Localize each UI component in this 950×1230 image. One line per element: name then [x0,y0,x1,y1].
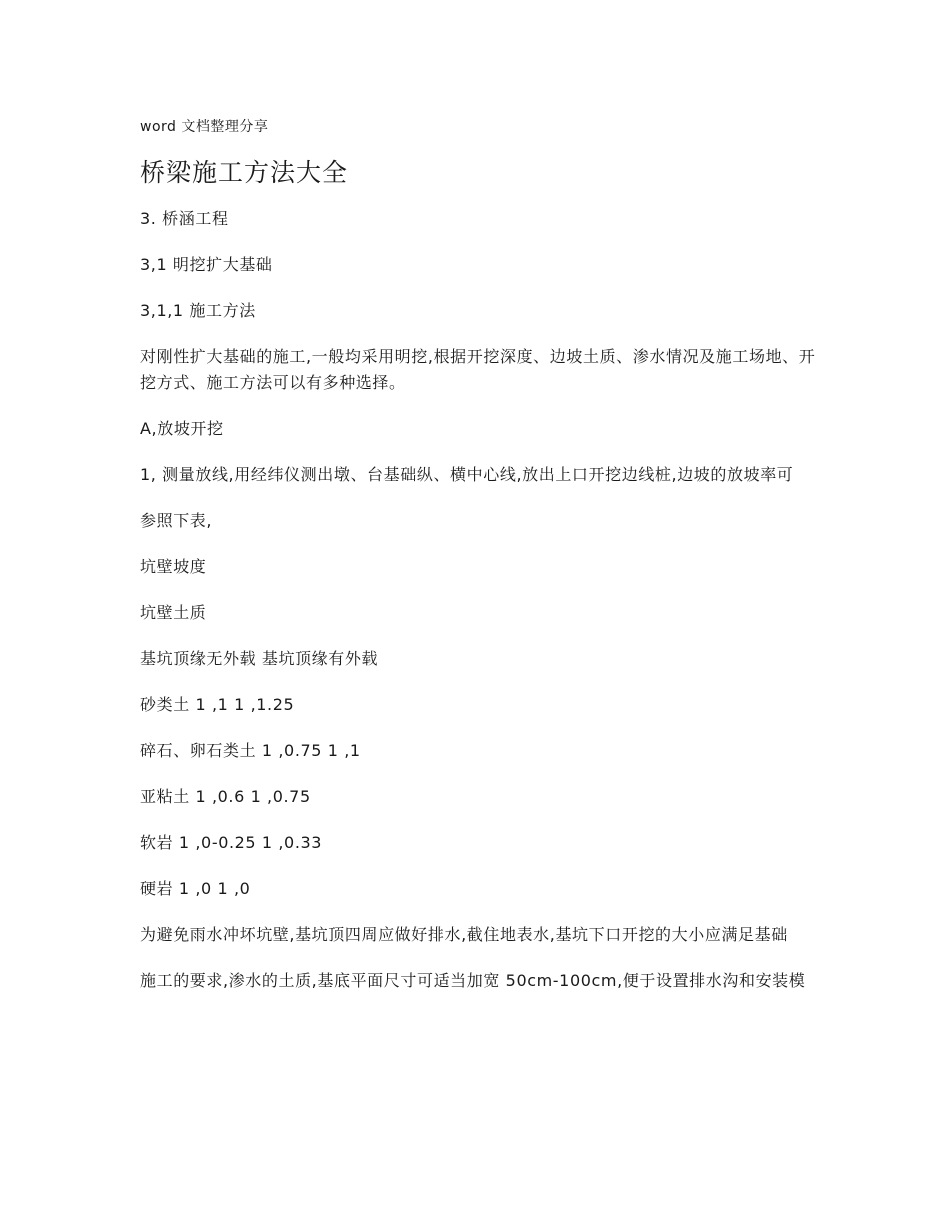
table-caption: 坑壁坡度 [140,557,207,576]
table-row: 砂类土 1 ,1 1 ,1.25 [140,695,295,714]
table-row: 硬岩 1 ,0 1 ,0 [140,879,251,898]
header-note: word 文档整理分享 [140,119,269,135]
table-row: 碎石、卵石类土 1 ,0.75 1 ,1 [140,741,361,760]
subsection-heading: 3,1 明挖扩大基础 [140,255,273,274]
item-heading: A,放坡开挖 [140,419,224,438]
body-paragraph: 施工的要求,渗水的土质,基底平面尺寸可适当加宽 50cm-100cm,便于设置排水沟和安装模 [140,971,806,990]
table-row: 亚粘土 1 ,0.6 1 ,0.75 [140,787,311,806]
section-heading: 3. 桥涵工程 [140,209,229,228]
body-paragraph: 为避免雨水冲坏坑壁,基坑顶四周应做好排水,截住地表水,基坑下口开挖的大小应满足基础 [140,925,788,944]
document-title: 桥梁施工方法大全 [140,158,349,187]
body-paragraph: 1, 测量放线,用经纬仪测出墩、台基础纵、横中心线,放出上口开挖边线桩,边坡的放坡率可 [140,465,794,484]
table-row: 软岩 1 ,0-0.25 1 ,0.33 [140,833,323,852]
table-header: 坑壁土质 [140,603,207,622]
subsubsection-heading: 3,1,1 施工方法 [140,301,256,320]
table-header: 基坑顶缘无外载 基坑顶缘有外载 [140,649,379,668]
body-paragraph: 对刚性扩大基础的施工,一般均采用明挖,根据开挖深度、边坡土质、渗水情况及施工场地、开挖方式、施工方法可以有多种选择。 [140,347,816,392]
body-paragraph: 参照下表, [140,511,213,530]
